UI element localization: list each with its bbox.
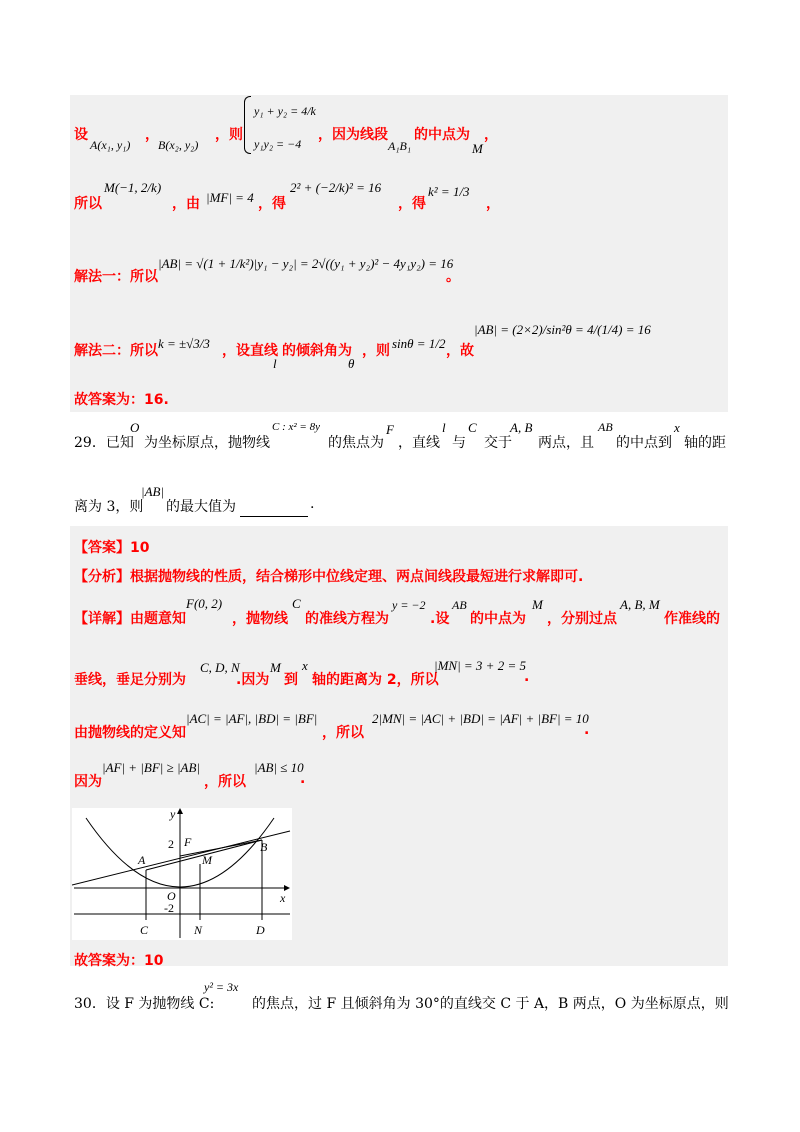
sol28-text: ，由 <box>172 196 200 212</box>
detail-text: 由抛物线的定义知 <box>74 725 186 741</box>
math-cdn: C, D, N <box>200 660 240 675</box>
math-k2: k² = 1/3 <box>428 184 470 199</box>
detail-text: .设 <box>430 611 450 627</box>
detail-text: . <box>524 669 530 685</box>
math-definition: |AC| = |AF|, |BD| = |BF| <box>186 711 318 726</box>
answer-blank <box>240 498 308 517</box>
sol28-text: 。 <box>446 269 460 285</box>
sol28-text: 设 <box>74 127 88 143</box>
detail-text: . <box>300 771 306 787</box>
math-ab: AB <box>452 598 467 612</box>
detail-text: 垂线，垂足分别为 <box>74 672 186 688</box>
math-x: x <box>674 420 680 435</box>
math-o: O <box>130 420 140 435</box>
q30-text: 的焦点，过 F 且倾斜角为 30°的直线交 C 于 A，B 两点，O 为坐标原点，则 <box>252 996 729 1012</box>
math-c: C <box>468 420 477 435</box>
label-b: B <box>260 840 268 854</box>
math-ab-max: |AB| ≤ 10 <box>254 760 304 775</box>
parabola-figure <box>72 808 292 940</box>
q29-text: 与 <box>452 435 466 451</box>
sol28-text: ， <box>486 196 500 212</box>
sol28-text: ，则 <box>362 343 390 359</box>
detail-text: 因为 <box>74 774 102 790</box>
math-eq-16: 2² + (−2/k)² = 16 <box>290 180 382 195</box>
math-l: l <box>442 420 446 435</box>
system-brace <box>244 96 251 154</box>
detail-text: 轴的距离为 2，所以 <box>312 672 439 688</box>
math-directrix: y = −2 <box>392 598 426 612</box>
math-f: F <box>386 422 394 437</box>
math-theta: θ <box>348 356 355 371</box>
math-m: M <box>472 141 483 156</box>
label-x: x <box>280 891 286 905</box>
q29-text: 为坐标原点，抛物线 <box>144 435 270 451</box>
label-o: O <box>167 889 176 903</box>
sol28-text: ， <box>484 127 498 143</box>
q30-text: 30．设 F 为抛物线 C: <box>74 996 215 1012</box>
math-l: l <box>273 356 277 371</box>
math-abs-ab: |AB| <box>141 484 165 499</box>
math-m-coords: M(−1, 2/k) <box>104 180 162 195</box>
sol28-text: ，得 <box>398 196 426 212</box>
q29-text: 离为 3，则 <box>74 499 144 515</box>
math-parabola-30: y² = 3x <box>204 980 239 994</box>
math-ab: AB <box>598 420 613 434</box>
q29-text: 29．已知 <box>74 435 134 451</box>
detail-text: ，抛物线 <box>232 611 288 627</box>
sol29-answer: 故答案为：10 <box>74 953 164 969</box>
math-point-b: B(x₂, y₂) <box>158 138 199 152</box>
detail-text: ，所以 <box>204 774 246 790</box>
detail-text: 的准线方程为 <box>305 611 389 627</box>
math-point-a: A(x₁, y₁) <box>90 138 131 152</box>
detail-text: .因为 <box>236 672 270 688</box>
sol28-text: ，设直线 <box>222 343 278 359</box>
q29-text: . <box>310 496 315 512</box>
math-a1b1: A₁B₁ <box>388 139 412 153</box>
label-m: M <box>202 853 212 867</box>
answer-tag: 【答案】10 <box>74 540 150 556</box>
sol28-text: 的中点为 <box>414 127 470 143</box>
label-c: C <box>140 923 149 937</box>
q29-text: 交于 <box>484 435 512 451</box>
math-c: C <box>292 596 301 611</box>
label-f: F <box>184 835 192 849</box>
math-f-coords: F(0, 2) <box>186 596 223 611</box>
math-mn: |MN| = 3 + 2 = 5 <box>434 658 526 673</box>
math-m: M <box>532 597 543 612</box>
q29-text: 轴的距 <box>684 435 726 451</box>
math-parabola: C : x² = 8y <box>272 421 320 433</box>
q29-text: 两点，且 <box>538 435 594 451</box>
label-2: 2 <box>168 837 174 851</box>
sol28-method2-label: 解法二：所以 <box>74 343 158 359</box>
math-ab-method2: |AB| = (2×2)/sin²θ = 4/(1/4) = 16 <box>474 322 651 337</box>
label-a: A <box>138 853 146 867</box>
sol28-text: 的倾斜角为 <box>282 343 352 359</box>
math-system-eq1: y₁ + y₂ = 4/k <box>254 104 316 118</box>
detail-text: 【详解】由题意知 <box>74 611 186 627</box>
math-k-value: k = ±√3/3 <box>158 336 210 351</box>
detail-text: 的中点为 <box>470 611 526 627</box>
label-n: N <box>194 923 203 937</box>
sol28-answer: 故答案为：16. <box>74 392 169 408</box>
sol28-text: ， <box>145 127 159 143</box>
sol28-text: ，因为线段 <box>318 127 388 143</box>
sol28-method1-label: 解法一：所以 <box>74 269 158 285</box>
math-m: M <box>270 660 281 675</box>
q29-text: 的最大值为 <box>166 499 236 515</box>
analysis-tag: 【分析】根据抛物线的性质，结合梯形中位线定理、两点间线段最短进行求解即可. <box>74 569 584 585</box>
label-d: D <box>256 923 265 937</box>
figure-background <box>72 808 292 940</box>
sol28-text: ，得 <box>258 196 286 212</box>
math-system-eq2: y₁y₂ = −4 <box>254 137 302 151</box>
sol28-text: ，则 <box>215 127 243 143</box>
math-ab-method1: |AB| = √(1 + 1/k²)|y₁ − y₂| = 2√((y₁ + y₂)² − 4y₁y₂) = 16 <box>158 256 454 271</box>
label-y: y <box>170 808 176 821</box>
sol28-text: 所以 <box>74 196 102 212</box>
math-mf: |MF| = 4 <box>206 190 254 205</box>
q29-text: 的中点到 <box>616 435 672 451</box>
detail-text: 作准线的 <box>664 611 720 627</box>
math-x: x <box>302 658 308 673</box>
math-abm: A, B, M <box>620 597 660 612</box>
math-ab: A, B <box>510 420 533 435</box>
q29-text: 的焦点为 <box>328 435 384 451</box>
math-triangle-ineq: |AF| + |BF| ≥ |AB| <box>102 760 200 775</box>
q29-text: ，直线 <box>398 435 440 451</box>
sol28-text: ，故 <box>446 343 474 359</box>
math-sin: sinθ = 1/2 <box>392 336 446 351</box>
label-neg2: -2 <box>164 901 174 915</box>
detail-text: 到 <box>284 672 298 688</box>
detail-text: ，分别过点 <box>547 611 617 627</box>
detail-text: ，所以 <box>322 725 364 741</box>
detail-text: . <box>584 722 590 738</box>
math-sum-10: 2|MN| = |AC| + |BD| = |AF| + |BF| = 10 <box>372 711 589 726</box>
